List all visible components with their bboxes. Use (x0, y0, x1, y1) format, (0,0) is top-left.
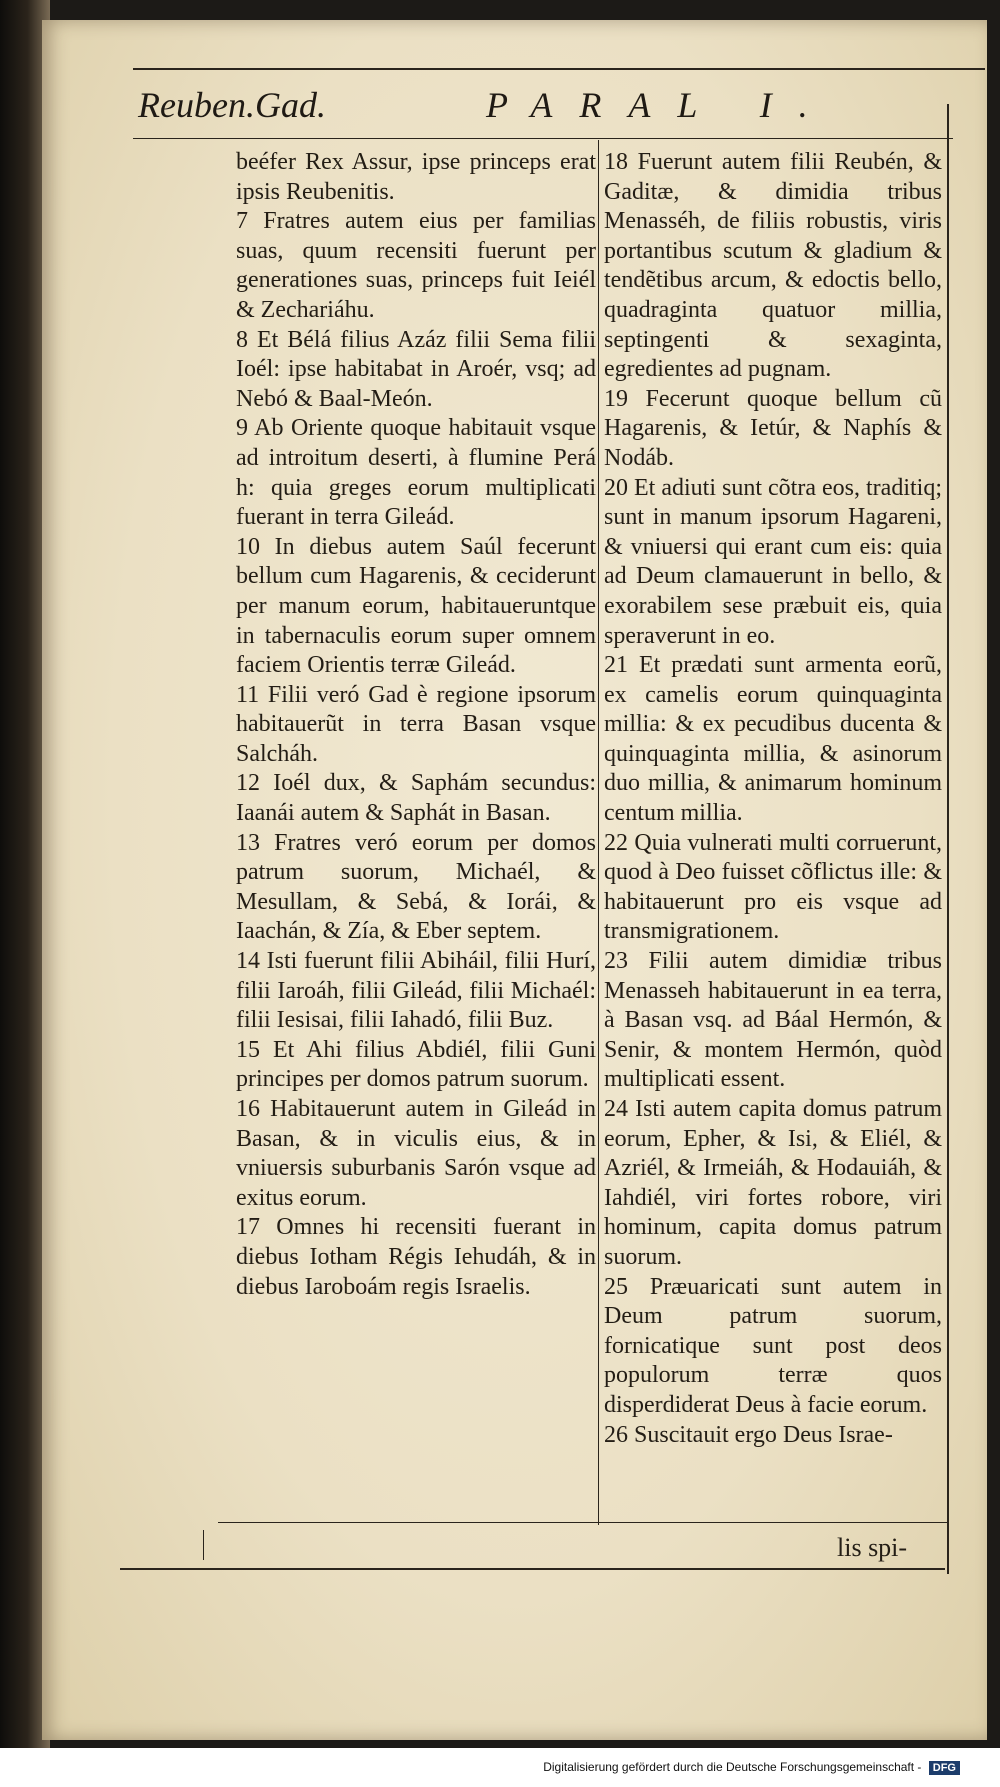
verse-paragraph: 18 Fuerunt autem filii Reubén, & Gaditæ, & dimidia tribus Menasséh, de filiis robustis, viris portantibus scutum & gladium & tendẽtibus arcum, & edoctis bello, quadraginta quatuor millia, septingenti & sexaginta, egredientes ad pugnam. (604, 149, 942, 383)
page-frame-left (203, 1530, 204, 1560)
text-column-right (604, 148, 942, 1450)
verse-paragraph: 25 Præuaricati sunt autem in Deum patrum suorum, fornicatique sunt post deos populorum terræ quos disperdiderat Deus à facie eorum. (604, 1273, 942, 1418)
verse-paragraph: 21 Et prædati sunt armenta eorũ, ex camelis eorum quinquaginta millia: & ex pecudibus ducenta & quinquaginta millia, & asinorum duo millia, & animarum hominum centum millia. (604, 652, 942, 827)
header-rule (133, 68, 985, 70)
footer-credit-text: Digitalisierung gefördert durch die Deutsche Forschungsgemeinschaft - (543, 1760, 922, 1774)
digitization-footer (0, 1748, 1000, 1787)
verse-paragraph: 26 Suscitauit ergo Deus Israe- (604, 1421, 893, 1448)
text-column-left (236, 148, 596, 1302)
verse-paragraph: 16 Habitauerunt autem in Gileád in Basan, & in viculis eius, & in vniuersis suburbanis Sarón vsque ad exitus eorum. (236, 1096, 596, 1211)
text-block-bottom-rule (218, 1522, 948, 1523)
verse-paragraph: 12 Ioél dux, & Saphám secundus: Iaanái autem & Saphát in Basan. (236, 770, 596, 827)
verse-paragraph: 8 Et Bélá filius Azáz filii Sema filii Ioél: ipse habitabat in Aroér, vsq; ad Nebó & Baal-Meón. (236, 326, 596, 412)
verse-paragraph: 13 Fratres veró eorum per domos patrum suorum, Michaél, & Mesullam, & Sebá, & Iorái, & Iaachán, & Zía, & Eber septem. (236, 829, 596, 945)
verse-paragraph: 19 Fecerunt quoque bellum cũ Hagarenis, & Ietúr, & Naphís & Nodáb. (604, 385, 942, 471)
verse-paragraph: 14 Isti fuerunt filii Abiháil, filii Hurí, filii Iaroáh, filii Gileád, filii Michaél: filii Iesisai, filii Iahadó, filii Buz. (236, 948, 596, 1034)
verse-paragraph: 9 Ab Oriente quoque habitauit vsque ad introitum deserti, à flumine Perá h: quia greges eorum multiplicati fuerant in terra Gileád. (236, 415, 596, 531)
dfg-logo: DFG (929, 1761, 960, 1775)
footer-credit (543, 1760, 960, 1775)
column-divider (598, 140, 599, 1525)
header-rule-inner (133, 138, 953, 139)
verse-paragraph: 11 Filii veró Gad è regione ipsorum habitauerũt in terra Basan vsque Salcháh. (236, 681, 596, 767)
verse-paragraph: beéfer Rex Assur, ipse princeps erat ipsis Reubenitis. (236, 149, 596, 205)
verse-paragraph: 20 Et adiuti sunt cõtra eos, traditiq; sunt in manum ipsorum Hagareni, & vniuersi qui erant cum eis: quia ad Deum clamauerunt in bello, & exorabilem sese præbuit eis, quia speraverunt in eo. (604, 474, 942, 649)
running-head-title: PARAL I. (486, 85, 835, 125)
verse-paragraph: 7 Fratres autem eius per familias suas, quum recensiti fuerunt per generationes suas, princeps fuit Ieiél & Zechariáhu. (236, 208, 596, 323)
verse-paragraph: 17 Omnes hi recensiti fuerant in diebus Iotham Régis Iehudáh, & in diebus Iaroboám regis Israelis. (236, 1214, 596, 1300)
verse-paragraph: 23 Filii autem dimidiæ tribus Menasseh habitauerunt in ea terra, à Basan vsq. ad Báal Hermón, & Senir, & montem Hermón, quòd multiplicati essent. (604, 948, 942, 1093)
running-head-left: Reuben.Gad. (138, 85, 326, 125)
page-frame-right (947, 104, 949, 1574)
catchword: lis spi- (837, 1533, 908, 1562)
page-bottom-rule (120, 1568, 945, 1570)
verse-paragraph: 10 In diebus autem Saúl fecerunt bellum cum Hagarenis, & ceciderunt per manum eorum, habitaueruntque in tabernaculis eorum super omnem faciem Orientis terræ Gileád. (236, 533, 596, 679)
verse-paragraph: 22 Quia vulnerati multi corruerunt, quod à Deo fuisset cõflictus ille: & habitauerunt pro eis vsque ad transmigrationem. (604, 829, 942, 945)
verse-paragraph: 15 Et Ahi filius Abdiél, filii Guni principes per domos patrum suorum. (236, 1036, 596, 1093)
verse-paragraph: 24 Isti autem capita domus patrum eorum, Epher, & Isi, & Eliél, & Azriél, & Irmeiáh, & Hodauiáh, & Iahdiél, viri fortes robore, viri hominum, capita domus patrum suorum. (604, 1096, 942, 1270)
